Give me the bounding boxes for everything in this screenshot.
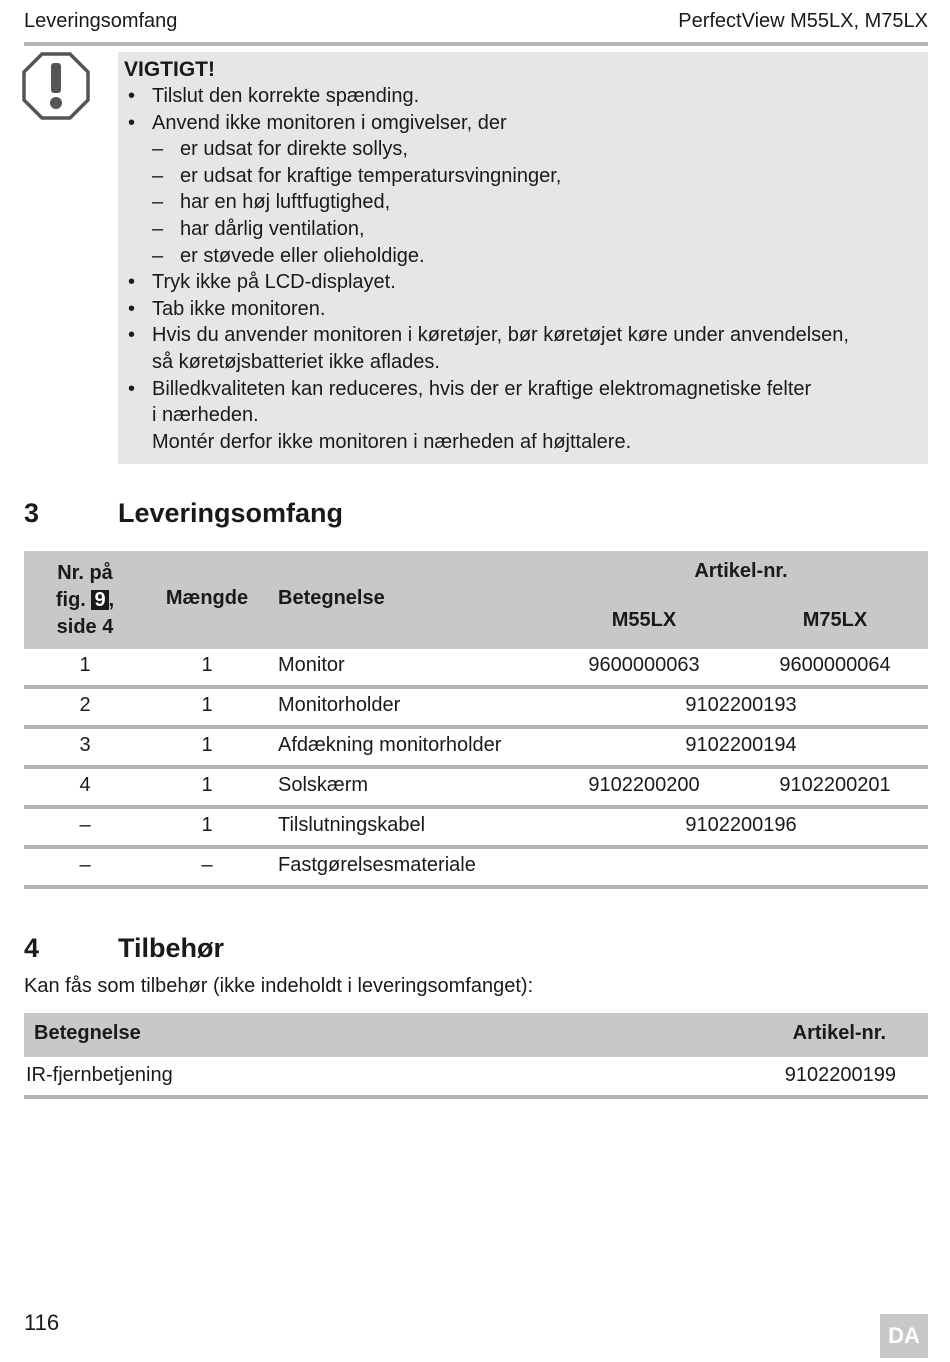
row-name: Fastgørelsesmateriale bbox=[278, 854, 476, 876]
accessories-table bbox=[24, 1013, 928, 1099]
warning-sub-item: – er udsat for direkte sollys, bbox=[124, 136, 922, 163]
row-article-m75lx: 9600000064 bbox=[779, 654, 891, 676]
header-nr-line2-prefix: fig. bbox=[55, 589, 86, 611]
warning-item: Montér derfor ikke monitoren i nærheden af højttalere. bbox=[152, 430, 632, 453]
page-header bbox=[24, 8, 928, 46]
section-number: 4 bbox=[24, 933, 40, 963]
figure-number-badge: 9 bbox=[91, 590, 108, 610]
row-number: 1 bbox=[79, 654, 91, 676]
row-name: Afdækning monitorholder bbox=[278, 734, 502, 756]
row-article-number: 9102200199 bbox=[784, 1064, 896, 1086]
page-number: 116 bbox=[24, 1310, 60, 1335]
row-number: 2 bbox=[79, 694, 91, 716]
row-quantity: 1 bbox=[201, 694, 213, 716]
scope-table bbox=[24, 551, 928, 889]
table-row bbox=[24, 729, 928, 769]
row-article-m75lx: 9102200201 bbox=[779, 774, 891, 796]
table-row bbox=[24, 1057, 928, 1099]
warning-sub-item: – er støvede eller olieholdige. bbox=[124, 243, 922, 270]
warning-box bbox=[118, 52, 928, 464]
warning-sub-item: – har en høj luftfugtighed, bbox=[124, 189, 922, 216]
warning-item: • Tab ikke monitoren. bbox=[124, 296, 922, 323]
row-article-m55lx: 9600000063 bbox=[588, 654, 700, 676]
warning-title: VIGTIGT! bbox=[124, 58, 215, 81]
row-article-shared: 9102200194 bbox=[685, 734, 797, 756]
row-quantity: 1 bbox=[201, 774, 213, 796]
section-title: Tilbehør bbox=[118, 933, 225, 963]
accessories-table-header bbox=[24, 1013, 928, 1057]
row-quantity: 1 bbox=[201, 734, 213, 756]
header-product-name: PerfectView M55LX, M75LX bbox=[678, 10, 928, 32]
row-name: IR-fjernbetjening bbox=[26, 1064, 173, 1086]
warning-item: så køretøjsbatteriet ikke aflades. bbox=[152, 350, 440, 373]
row-number: – bbox=[79, 814, 91, 836]
row-number: 4 bbox=[79, 774, 91, 796]
header-quantity: Mængde bbox=[165, 587, 249, 609]
table-row bbox=[24, 649, 928, 689]
row-name: Solskærm bbox=[278, 774, 369, 796]
exclamation-octagon-icon bbox=[22, 52, 90, 120]
table-row bbox=[24, 809, 928, 849]
table-row bbox=[24, 849, 928, 889]
accessories-intro: Kan fås som tilbehør (ikke indeholdt i leveringsomfanget): bbox=[24, 975, 534, 997]
warning-item: • Anvend ikke monitoren i omgivelser, der bbox=[124, 110, 922, 137]
header-nr bbox=[24, 560, 146, 641]
warning-item: • Tryk ikke på LCD-displayet. bbox=[124, 269, 922, 296]
header-article-number: Artikel-nr. bbox=[694, 560, 788, 582]
table-row bbox=[24, 689, 928, 729]
row-number: 3 bbox=[79, 734, 91, 756]
row-quantity: – bbox=[201, 854, 213, 876]
header-section-title: Leveringsomfang bbox=[24, 10, 178, 32]
row-name: Tilslutningskabel bbox=[278, 814, 426, 836]
scope-table-header bbox=[24, 551, 928, 649]
row-number: – bbox=[79, 854, 91, 876]
accessories-table-body bbox=[24, 1057, 928, 1099]
header-name: Betegnelse bbox=[34, 1022, 141, 1044]
warning-list bbox=[124, 83, 922, 455]
header-m75lx: M75LX bbox=[802, 609, 868, 631]
header-nr-line2-suffix: , bbox=[108, 589, 115, 611]
row-article-shared: 9102200196 bbox=[685, 814, 797, 836]
table-row bbox=[24, 769, 928, 809]
header-article-number: Artikel-nr. bbox=[792, 1022, 886, 1044]
warning-item: • Tilslut den korrekte spænding. bbox=[124, 83, 922, 110]
row-article-m55lx: 9102200200 bbox=[588, 774, 700, 796]
header-nr-line3: side 4 bbox=[56, 616, 114, 638]
row-name: Monitor bbox=[278, 654, 345, 676]
row-name: Monitorholder bbox=[278, 694, 401, 716]
warning-sub-item: – har dårlig ventilation, bbox=[124, 216, 922, 243]
row-quantity: 1 bbox=[201, 654, 213, 676]
warning-sub-item: – er udsat for kraftige temperatursvingninger, bbox=[124, 163, 922, 190]
header-nr-line1: Nr. på bbox=[57, 562, 113, 584]
warning-item: i nærheden. bbox=[152, 404, 259, 427]
warning-item: • Hvis du anvender monitoren i køretøjer, bør køretøjet køre under anvendelsen, bbox=[124, 322, 922, 349]
section-number: 3 bbox=[24, 498, 40, 528]
row-quantity: 1 bbox=[201, 814, 213, 836]
header-m55lx: M55LX bbox=[611, 609, 677, 631]
row-article-shared: 9102200193 bbox=[685, 694, 797, 716]
section-title: Leveringsomfang bbox=[118, 498, 344, 528]
scope-table-body bbox=[24, 649, 928, 889]
language-tab: DA bbox=[880, 1314, 928, 1358]
header-name: Betegnelse bbox=[278, 587, 385, 609]
warning-item: • Billedkvaliteten kan reduceres, hvis der er kraftige elektromagnetiske felter bbox=[124, 376, 922, 403]
